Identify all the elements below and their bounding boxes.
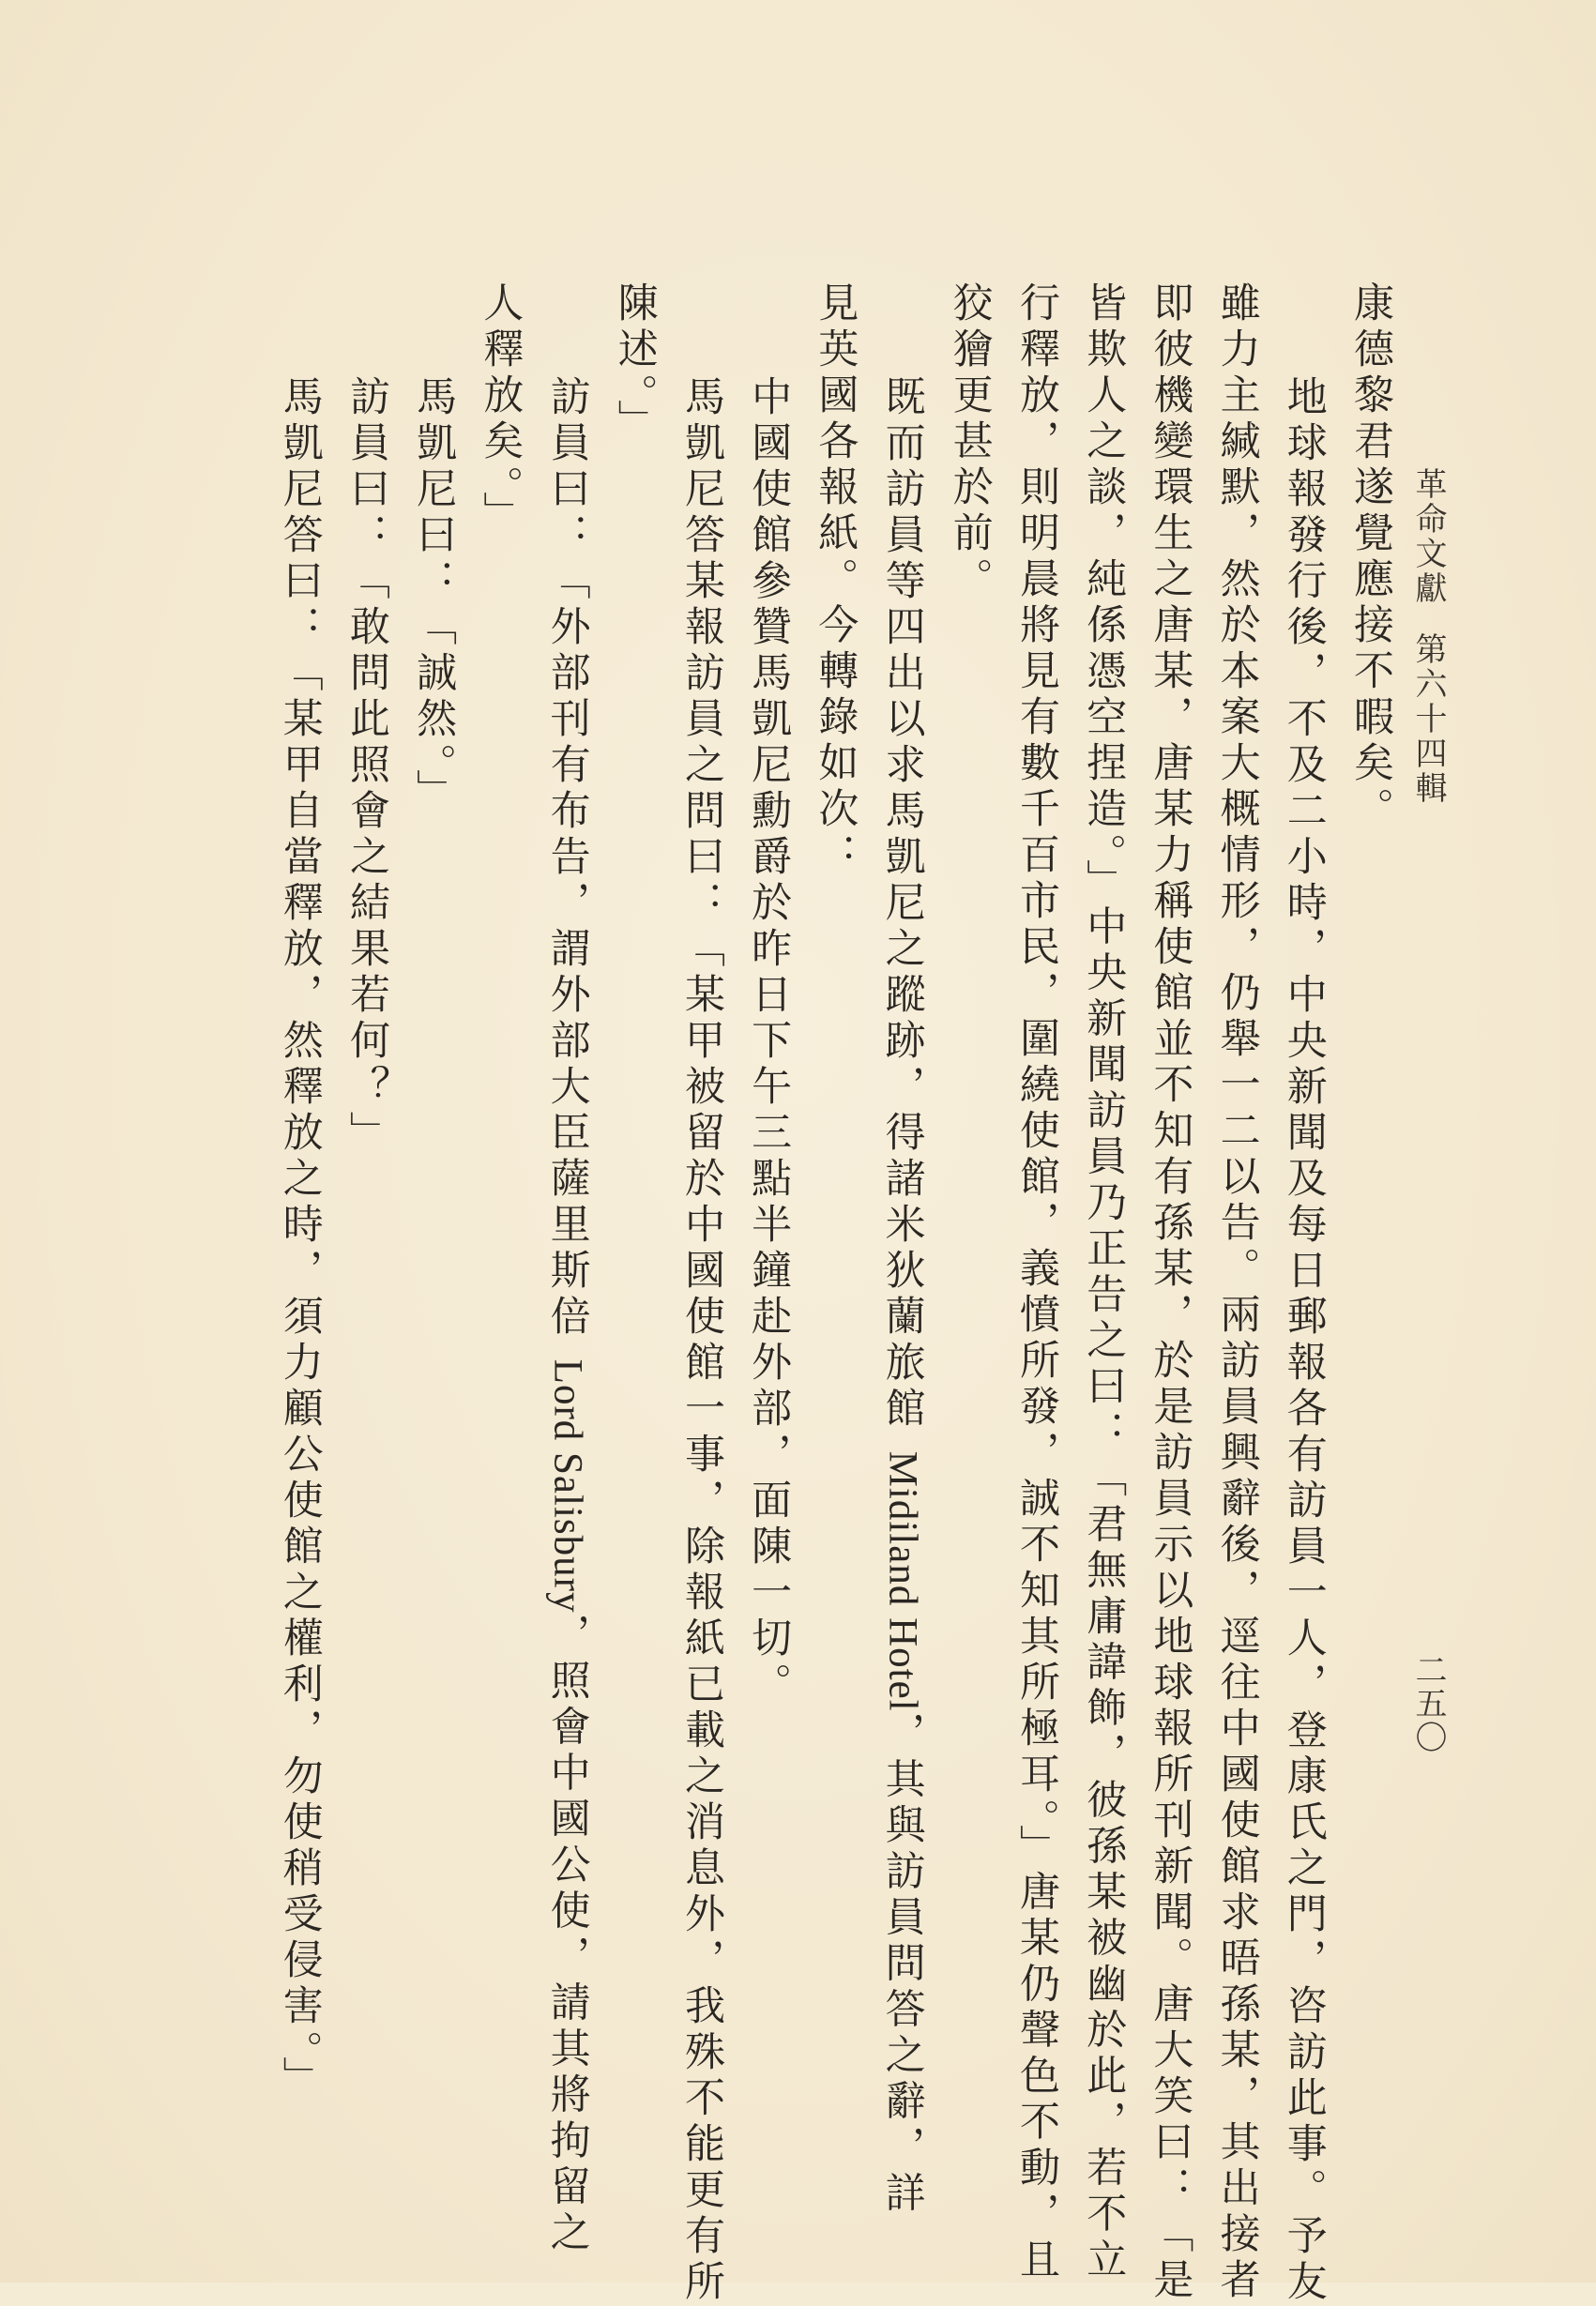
latin-term-lord-salisbury: Lord Salisbury — [545, 1358, 590, 1614]
running-header — [1409, 467, 1447, 806]
volume-label: 第六十四輯 — [1409, 632, 1447, 806]
text-column-11: 馬凱尼答某報訪員之問曰：「某甲被留於中國使館一事，除報紙已載之消息外，我殊不能更有所 — [677, 375, 725, 2306]
body-text — [266, 281, 1404, 2306]
text-column-14: 人釋放矣。」 — [477, 281, 524, 538]
text-column-3: 雖力主緘默，然於本案大概情形，仍舉一二以告。兩訪員興辭後，逕往中國使館求晤孫某，其出接者 — [1213, 281, 1261, 2304]
text-column-10: 中國使館參贊馬凱尼勳爵於昨日下午三點半鐘赴外部，面陳一切。 — [745, 375, 793, 1708]
text-segment: 訪員曰：「外部刊有布告，謂外部大臣薩里斯倍 — [543, 375, 591, 1341]
text-column-6: 行釋放，則明晨將見有數千百市民，圍繞使館，義憤所發，誠不知其所極耳。」唐某仍聲色不動，且 — [1012, 281, 1060, 2284]
text-column-17: 馬凱尼答曰：「某甲自當釋放，然釋放之時，須力顧公使館之權利，勿使稍受侵害。」 — [276, 375, 324, 2102]
text-column-4: 即彼機變環生之唐某，唐某力稱使館並不知有孫某，於是訪員示以地球報所刊新聞。唐大笑曰：「是 — [1147, 281, 1194, 2304]
text-column-9: 見英國各報紙。今轉錄如次： — [812, 281, 859, 879]
text-column-5: 皆欺人之談，純係憑空捏造。」中央新聞訪員乃正告之曰：「君無庸諱飾，彼孫某被幽於此，若不立 — [1080, 281, 1128, 2284]
text-column-16: 訪員曰：「敢問此照會之結果若何？」 — [342, 375, 390, 1157]
text-column-12: 陳述。」 — [611, 281, 659, 446]
text-column-8 — [868, 281, 935, 2218]
latin-term-midiland-hotel: Midiland Hotel — [880, 1450, 925, 1712]
text-column-13 — [533, 281, 600, 2257]
text-segment: 既而訪員等四出以求馬凱尼之蹤跡，得諸米狄蘭旅館 — [878, 375, 926, 1433]
page-number: 二五〇 — [1409, 1653, 1447, 1754]
text-segment: ，其與訪員問答之辭，詳 — [878, 1711, 926, 2218]
text-column-2: 地球報發行後，不及二小時，中央新聞及每日郵報各有訪員一人，登康氏之門，咨訪此事。予友 — [1280, 375, 1328, 2306]
text-column-1: 康德黎君遂覺應接不暇矣。 — [1347, 281, 1394, 833]
text-segment: ，照會中國公使，請其將拘留之 — [543, 1613, 591, 2257]
book-title: 革命文獻 — [1409, 467, 1447, 606]
text-column-7: 狡獪更甚於前。 — [946, 281, 994, 603]
text-column-15: 馬凱尼曰：「誠然。」 — [410, 375, 458, 815]
